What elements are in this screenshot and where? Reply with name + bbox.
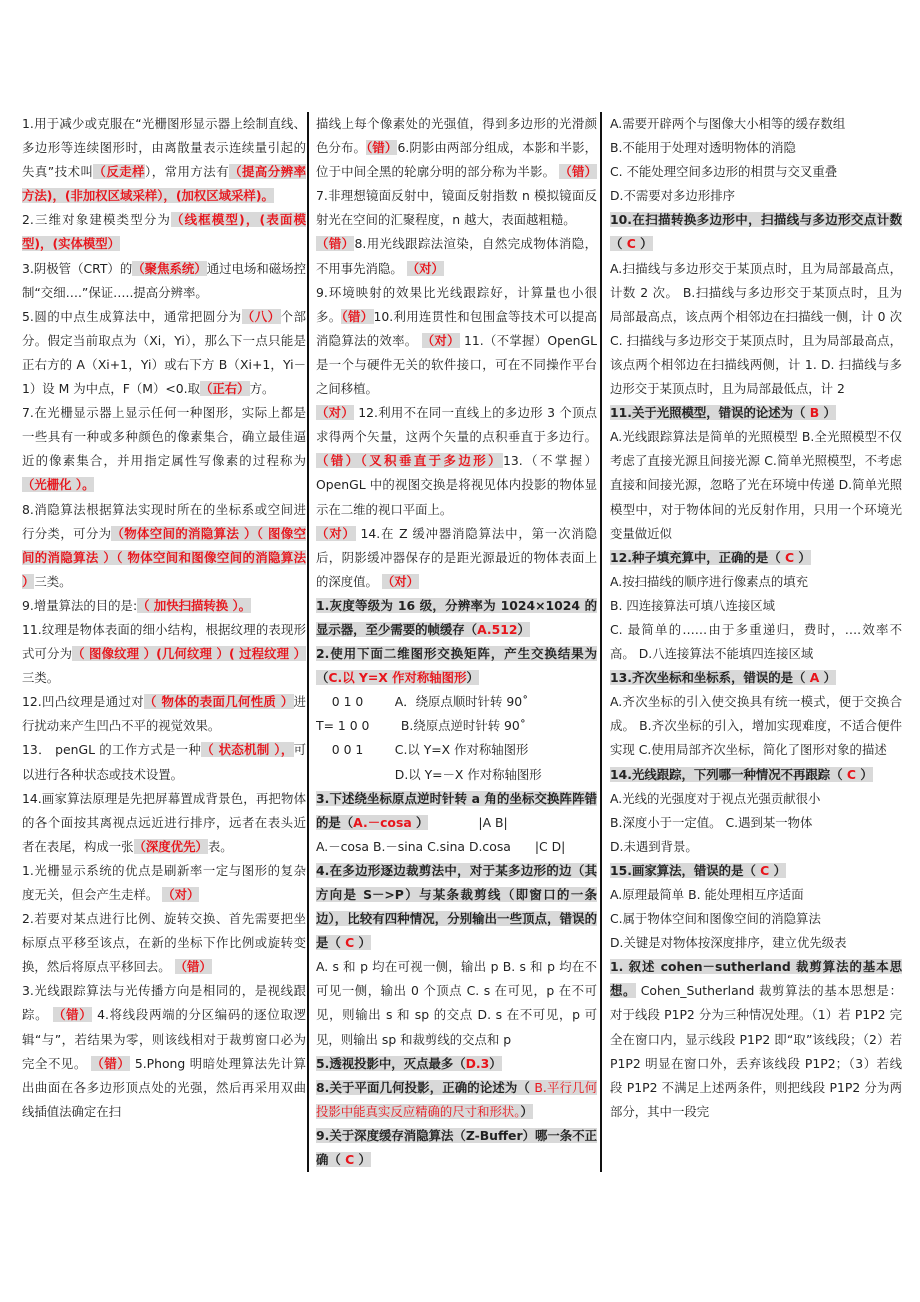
- answer: C: [345, 1152, 355, 1168]
- paragraph: [22, 690, 306, 738]
- option: C. 最简单的……由于多重递归，费时，….效率不高。 D.八连接算法不能填四连接区域: [610, 621, 902, 662]
- options: A.齐次坐标的引入使交换具有统一模式，便于交换合成。 B.齐次坐标的引入，增加实现难度，不适合便件实现 C.使用局部齐次坐标，简化了图形对象的描述: [610, 694, 902, 758]
- paragraph: [316, 401, 597, 521]
- text-segment: 2.若要对某点进行比例、旋转交换、首先需要把坐标原点平移至该点，在新的坐标下作比例或旋转变换，然后将原点平移回去。: [22, 911, 306, 975]
- answer: C: [846, 766, 856, 782]
- answer: D.3: [465, 1055, 490, 1071]
- text-segment: 9.增量算法的目的是:: [22, 597, 138, 613]
- answer-highlight: （对）: [162, 887, 200, 902]
- text-segment: 三类。: [22, 670, 60, 686]
- question-4-text: 4.在多边形逐边裁剪法中，对于某多边形的边（其方向是 S－>P）与某条裁剪线（即窗口的一条边），比较有四种情况，分别输出一些顶点，错误的是（ C ）: [316, 862, 597, 951]
- text-segment: 3.光线跟踪算法与光传播方向是相同的，是视线跟踪。: [22, 983, 306, 1023]
- answer-highlight: （对）: [421, 332, 460, 348]
- option: A.按扫描线的顺序进行像素点的填充: [610, 573, 809, 589]
- text-segment: 5.圆的中点生成算法中，通常把圆分为: [22, 308, 242, 324]
- text-segment: 个部分。假定当前取点为（Xi，Yi），那么下一点只能是正右方的 A（Xi+1，Yi）或右下方 B（Xi+1，Yi－1）设 M 为中点，F（M）<0.取: [22, 308, 306, 397]
- column-2: [316, 112, 597, 1172]
- answer-highlight: （错）: [316, 236, 355, 252]
- text-segment: 1.用于减少或克服在“光栅图形显示器上绘制直线、多边形等连续图形时，由离散量表示连续量引起的失真”技术叫: [22, 116, 306, 180]
- question-2-text: 2.使用下面二维图形交换矩阵，产生交换结果为（C.以 Y=X 作对称轴图形）: [316, 646, 597, 686]
- text-segment: 3.阴极管（CRT）的: [22, 260, 133, 276]
- answer-highlight: （深度优先）: [133, 838, 208, 854]
- answer-highlight: （错）: [52, 1007, 93, 1023]
- option: B. 四连接算法可填八连接区域: [610, 597, 776, 613]
- answer-highlight: （聚焦系统）: [132, 260, 207, 276]
- answer-highlight: （反走样: [93, 164, 146, 180]
- paragraph: [22, 907, 306, 979]
- text-segment: 14.在 Z 缓冲器消隐算法中，第一次消隐后，阴影缓冲器保存的是距光源最近的物体表面上的深度值。: [316, 525, 597, 589]
- text-segment: 描线上每个像素处的光强值，得到多边形的光滑颜色分布。: [316, 116, 597, 156]
- essay-question: 1. 叙述 cohen－sutherland 裁剪算法的基本思想。: [610, 959, 902, 999]
- answer-highlight: （对）: [316, 405, 355, 421]
- text-segment: 11.纹理是物体表面的细小结构，根据纹理的表现形式可分为: [22, 621, 306, 662]
- answer-highlight: （错）: [559, 164, 597, 180]
- answer-highlight: （提高分辨率方法)，(非加权区域采样），(加权区域采样)。: [22, 164, 306, 204]
- answer: A.512: [477, 621, 518, 637]
- option: C.属于物体空间和图像空间的消隐算法: [610, 911, 821, 927]
- text-segment: 12.凹凸纹理是通过对: [22, 694, 145, 710]
- matrix-label: |C D|: [534, 838, 566, 854]
- text-segment: 14.画家算法原理是先把屏幕置成背景色，再把物体的各个面按其离视点远近进行排序，远者在表头近者在表尾，构成一张: [22, 790, 306, 854]
- answer-highlight: （物体空间的消隐算法 ）（ 图像空间的消隐算法 ）（ 物体空间和图像空间的消隐算法 ）: [22, 525, 306, 589]
- text-segment: 10.利用连贯性和包围盒等技术可以提高消隐算法的效率。: [316, 308, 597, 348]
- text-segment: 4.将线段两端的分区编码的逐位取逻辑“与”，若结果为零，则该线相对于裁剪窗口必为完全不见。: [22, 1007, 306, 1071]
- text-segment: 可以进行各种状态或技术设置。: [22, 742, 306, 782]
- paragraph: [316, 232, 597, 280]
- paragraph: [22, 738, 306, 786]
- answer: C: [760, 862, 770, 878]
- answer: B: [809, 405, 820, 421]
- text-segment: 1.光栅显示系统的优点是刷新率一定与图形的复杂度无关，但会产生走样。: [22, 862, 306, 902]
- matrix-row: 0 1 0 A．绕原点顺时针转 90˚: [316, 694, 529, 710]
- paragraph: [316, 281, 597, 401]
- paragraph: [22, 594, 306, 618]
- question-9-text: 9.关于深度缓存消隐算法（Z-Buffer）哪一条不正确（ C ）: [316, 1127, 597, 1168]
- paragraph: [22, 498, 306, 594]
- question-12-text: 12.种子填充算中，正确的是（ C ）: [610, 549, 811, 565]
- answer-highlight: （错）: [174, 959, 212, 975]
- paragraph: [316, 522, 597, 594]
- question-5-text: 5.透视投影中，灭点最多（D.3）: [316, 1055, 502, 1071]
- matrix-row: T= 1 0 0 B.绕原点逆时针转 90˚: [316, 718, 526, 734]
- paragraph: [22, 979, 306, 1124]
- text-segment: 进行扰动来产生凹凸不平的视觉效果。: [22, 694, 306, 734]
- answer-highlight: （ 加快扫描转换 ）。: [137, 597, 252, 613]
- matrix-label: |A B|: [478, 814, 508, 830]
- answer-highlight: （ 图像纹理 ）(几何纹理 ）( 过程纹理 ）: [72, 646, 306, 662]
- text-segment: ），常用方法有: [145, 164, 230, 180]
- text-segment: 通过电场和磁场控制“交细….”保证…..提高分辨率。: [22, 260, 306, 300]
- text-segment: 5.Phong 明暗处理算法先计算出曲面在各多边形顶点处的光强，然后再采用双曲线插值法确定在扫: [22, 1055, 306, 1119]
- question-3-text: 3.下述绕坐标原点逆时针转 a 角的坐标交换阵阵错的是（A.－cosa ）: [316, 790, 597, 830]
- question-11-text: 11.关于光照模型，错误的论述为（ B ）: [610, 405, 836, 421]
- text-segment: 方。: [249, 381, 275, 397]
- text-segment: 13． penGL 的工作方式是一种: [22, 742, 202, 758]
- answer-highlight: （错）: [91, 1055, 131, 1071]
- text-segment: 11.（不掌握）OpenGL 是一个与硬件无关的软件接口，可在不同操作平台之间移植。: [316, 332, 597, 397]
- column-divider: [307, 112, 309, 1172]
- answer: C: [345, 935, 355, 951]
- column-1: [22, 112, 306, 1172]
- option: D.关键是对物体按深度排序，建立优先级表: [610, 935, 847, 951]
- options: A.－cosa B.－sina C.sina D.cosa: [316, 838, 511, 854]
- answer-highlight: （八）: [241, 308, 281, 324]
- answer-highlight: （对）: [316, 525, 356, 541]
- column-3: [610, 112, 902, 1172]
- text-segment: 9.环境映射的效果比光线跟踪好，计算量也小很多。: [316, 284, 597, 324]
- question-14-text: 14.光线跟踪，下列哪一种情况不再跟踪（ C ）: [610, 766, 873, 782]
- answer: A.－cosa: [353, 814, 412, 830]
- answer: A: [809, 670, 820, 686]
- column-divider: [600, 112, 602, 1172]
- answer-highlight: （ 状态机制 ），: [201, 742, 294, 758]
- text-segment: 8.用光线跟踪法渲染，自然完成物体消隐，不用事先消隐。: [316, 236, 597, 276]
- answer: C: [626, 236, 636, 252]
- options: A.光线跟踪算法是简单的光照模型 B.全光照模型不仅考虑了直接光源且间接光源 C.简单光照模型，不考虑直接和间接光源，忽略了光在环境中传递 D.简单光照模型中，对于物体间的光反射作用，只用一个环境光变量做近似: [610, 429, 902, 541]
- answer-highlight: （错）: [341, 308, 374, 324]
- option: D.不需要对多边形排序: [610, 188, 735, 204]
- question-1-text: 1.灰度等级为 16 级，分辨率为 1024×1024 的显示器，至少需要的帧缓存（A.512）: [316, 597, 597, 637]
- paragraph: [316, 112, 597, 232]
- text-segment: 7.非理想镜面反射中，镜面反射指数 n 模拟镜面反射光在空间的汇聚程度，n 越大，表面越粗糙。: [316, 188, 597, 228]
- option: A.原理最简单 B. 能处理相互序适面: [610, 887, 804, 902]
- answer-highlight: （错）（叉积垂直于多边形）: [316, 453, 503, 469]
- answer-highlight: （ 物体的表面几何性质 ）: [144, 694, 294, 710]
- question-10-text: 10.在扫描转换多边形中，扫描线与多边形交点计数（ C ）: [610, 212, 902, 252]
- option: B.不能用于处理对透明物体的消隐: [610, 140, 796, 156]
- option: A.需要开辟两个与图像大小相等的缓存数组: [610, 116, 846, 131]
- option: C. 不能处理空间多边形的相贯与交叉重叠: [610, 164, 838, 180]
- options: A. s 和 p 均在可视一侧，输出 p B. s 和 p 均在不可见一侧，输出 0 个顶点 C. s 在可见，p 在不可见，则输出 s 和 sp 的交点 D. s 在不可见，p 可见，则输出 sp 和裁剪线的交点和 p: [316, 959, 597, 1047]
- answer-highlight: （光栅化 ）。: [22, 477, 95, 493]
- paragraph: [22, 787, 306, 859]
- essay-answer: Cohen_Sutherland 裁剪算法的基本思想是：对于线段 P1P2 分为三种情况处理。（1）若 P1P2 完全在窗口内，显示线段 P1P2 即“取”该线段；（2）若 P1P2 明显在窗口外，丢弃该线段 P1P2；（3）若线段 P1P2 不满足上述两条件，则把线段 P1P2 分为两部分，其中一段完: [610, 983, 902, 1119]
- text-segment: 12.利用不在同一直线上的多边形 3 个顶点求得两个矢量，这两个矢量的点积垂直于多边行。: [316, 405, 597, 445]
- answer: C: [784, 549, 795, 565]
- options: A.扫描线与多边形交于某顶点时，且为局部最高点，计数 2 次。 B.扫描线与多边形交于某顶点时，且为局部最高点，该点两个相邻边在扫描线一侧，计 0 次 C. 扫描线与多边形交于某顶点时，且为局部最高点，该点两个相邻边在扫描线两侧，计 1. D. 扫描线与多边形交于某顶点时，且为局部最低点，计 2: [610, 260, 902, 397]
- text-segment: 表。: [207, 838, 233, 854]
- answer: C.以 Y=X 作对称轴图形: [328, 670, 467, 686]
- answer-highlight: （对）: [381, 573, 420, 589]
- paragraph: [22, 112, 306, 208]
- paragraph: [22, 257, 306, 305]
- text-segment: 2.三维对象建模类型分为: [22, 212, 172, 228]
- paragraph: [22, 208, 306, 256]
- option: A.光线的光强度对于视点光强贡献很小: [610, 790, 821, 806]
- option: D.未遇到背景。: [610, 838, 698, 854]
- text-segment: 7.在光栅显示器上显示任何一种图形，实际上都是一些具有一种或多种颜色的像素集合，确立最佳逼近的像素集合，并用指定属性写像素的过程称为: [22, 405, 306, 469]
- text-segment: 8.消隐算法根据算法实现时所在的坐标系或空间进行分类，可分为: [22, 501, 306, 541]
- text-segment: 三类。: [34, 573, 72, 589]
- text-segment: 6.阴影由两部分组成，本影和半影，位于中间全黑的轮廓分明的部分称为半影。: [316, 140, 597, 180]
- paragraph: [22, 859, 306, 907]
- question-13-text: 13.齐次坐标和坐标系，错误的是（ A ）: [610, 670, 837, 686]
- text-segment: 13.（不掌握）OpenGL 中的视图交换是将视见体内投影的物体显示在二维的视口平面上。: [316, 453, 597, 517]
- question-8-text: 8.关于平面几何投影，正确的论述为（ B.平行几何投影中能真实反应精确的尺寸和形状。）: [316, 1079, 597, 1119]
- paragraph: [22, 618, 306, 690]
- paragraph: [22, 401, 306, 497]
- question-15-text: 15.画家算法，错误的是（ C ）: [610, 862, 786, 878]
- answer-highlight: （正右）: [200, 381, 250, 397]
- answer-highlight: （线框模型)，(表面模型)，(实体模型）: [22, 212, 306, 252]
- answer-highlight: （错）: [366, 140, 398, 156]
- matrix-row: 0 0 1 C.以 Y=X 作对称轴图形: [316, 742, 529, 758]
- matrix-row: D.以 Y=－X 作对称轴图形: [316, 766, 542, 782]
- option: B.深度小于一定值。 C.遇到某一物体: [610, 814, 813, 830]
- answer-highlight: （对）: [406, 260, 444, 276]
- paragraph: [22, 305, 306, 401]
- answer: B.平行几何投影中能真实反应精确的尺寸和形状。: [316, 1079, 597, 1119]
